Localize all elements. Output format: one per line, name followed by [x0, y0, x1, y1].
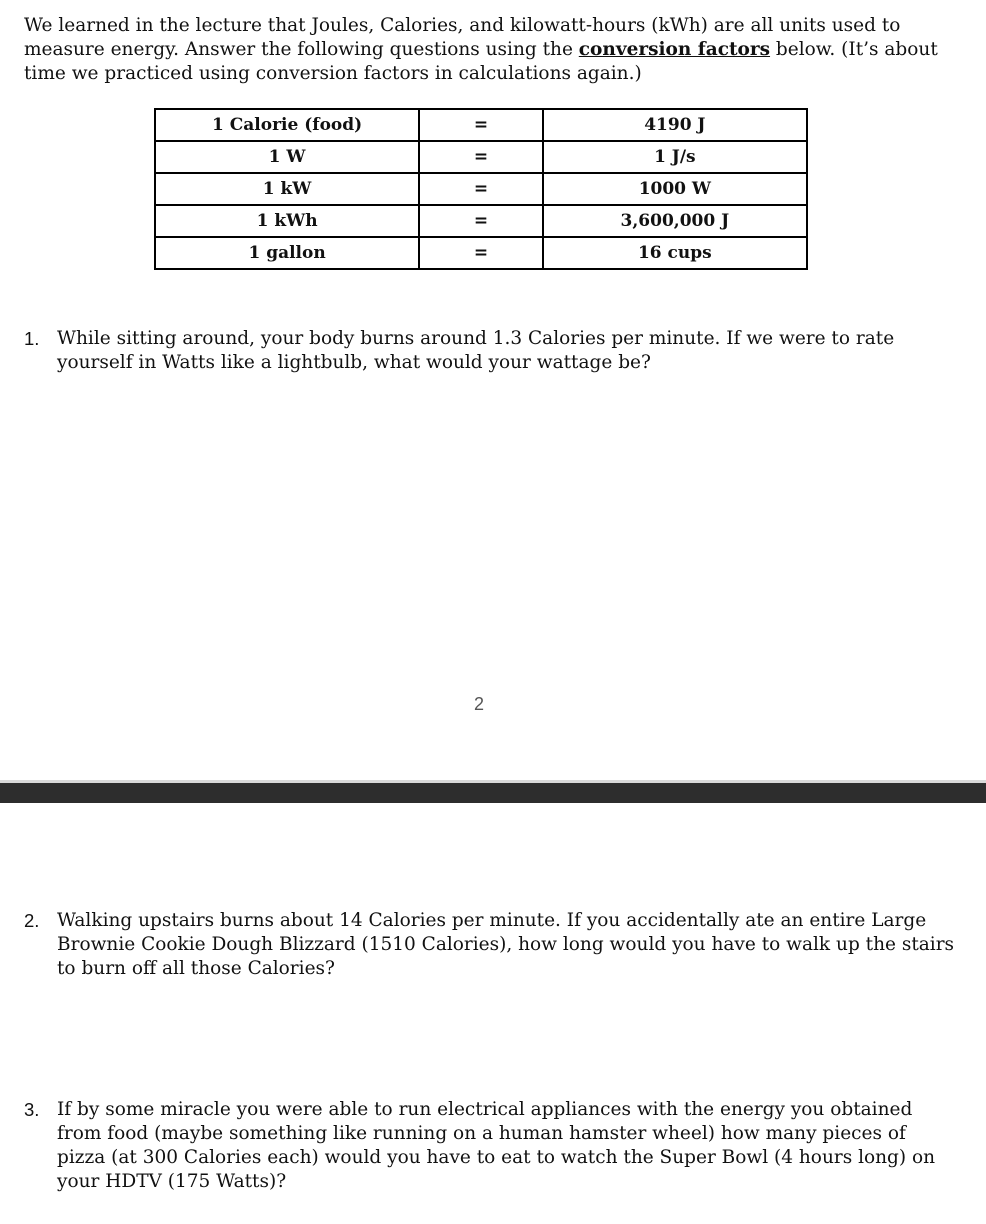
unit-right-cell: 16 cups	[543, 237, 807, 269]
question-number: 3.	[24, 1099, 40, 1120]
question-3	[24, 1098, 959, 1194]
unit-left-cell: 1 kW	[155, 173, 419, 205]
question-number: 2.	[24, 910, 40, 931]
conversion-table	[154, 108, 808, 270]
equals-cell: =	[419, 109, 543, 141]
question-text: While sitting around, your body burns around 1.3 Calories per minute. If we were to rate yourself in Watts like a lightbulb, what would your wattage be?	[57, 328, 895, 373]
intro-text-start: We learned in the lecture that Joules, Calories, and kilowatt-hours (kWh) are all units used to measure energy. Answer the following questions using the	[24, 15, 901, 60]
table-row	[155, 237, 807, 269]
question-number: 1.	[24, 328, 40, 349]
unit-right-cell: 1 J/s	[543, 141, 807, 173]
question-text: If by some miracle you were able to run electrical appliances with the energy you obtained from food (maybe something like running on a human hamster wheel) how many pieces of pizza (at 300 Calories each) would you have to eat to watch the Super Bowl (4 hours long) on your HDTV (175 Watts)?	[57, 1099, 936, 1192]
question-text: Walking upstairs burns about 14 Calories per minute. If you accidentally ate an entire Large Brownie Cookie Dough Blizzard (1510 Calories), how long would you have to walk up the stairs to burn off all those Calories?	[57, 910, 955, 979]
table-row	[155, 141, 807, 173]
table-row	[155, 205, 807, 237]
unit-right-cell: 4190 J	[543, 109, 807, 141]
unit-right-cell: 1000 W	[543, 173, 807, 205]
equals-cell: =	[419, 237, 543, 269]
equals-cell: =	[419, 205, 543, 237]
unit-left-cell: 1 W	[155, 141, 419, 173]
page-separator-bar	[0, 783, 986, 803]
equals-cell: =	[419, 173, 543, 205]
question-1	[24, 327, 959, 375]
document-page-2	[0, 803, 986, 1224]
equals-cell: =	[419, 141, 543, 173]
conversion-factors-emphasis: conversion factors	[578, 39, 771, 60]
unit-right-cell: 3,600,000 J	[543, 205, 807, 237]
unit-left-cell: 1 kWh	[155, 205, 419, 237]
table-row	[155, 109, 807, 141]
table-row	[155, 173, 807, 205]
page-number: 2	[473, 694, 484, 714]
intro-text-end: below. (It’s about time we practiced using conversion factors in calculations again.)	[24, 39, 938, 84]
question-2	[24, 909, 959, 981]
unit-left-cell: 1 gallon	[155, 237, 419, 269]
intro-paragraph	[24, 14, 959, 86]
unit-left-cell: 1 Calorie (food)	[155, 109, 419, 141]
